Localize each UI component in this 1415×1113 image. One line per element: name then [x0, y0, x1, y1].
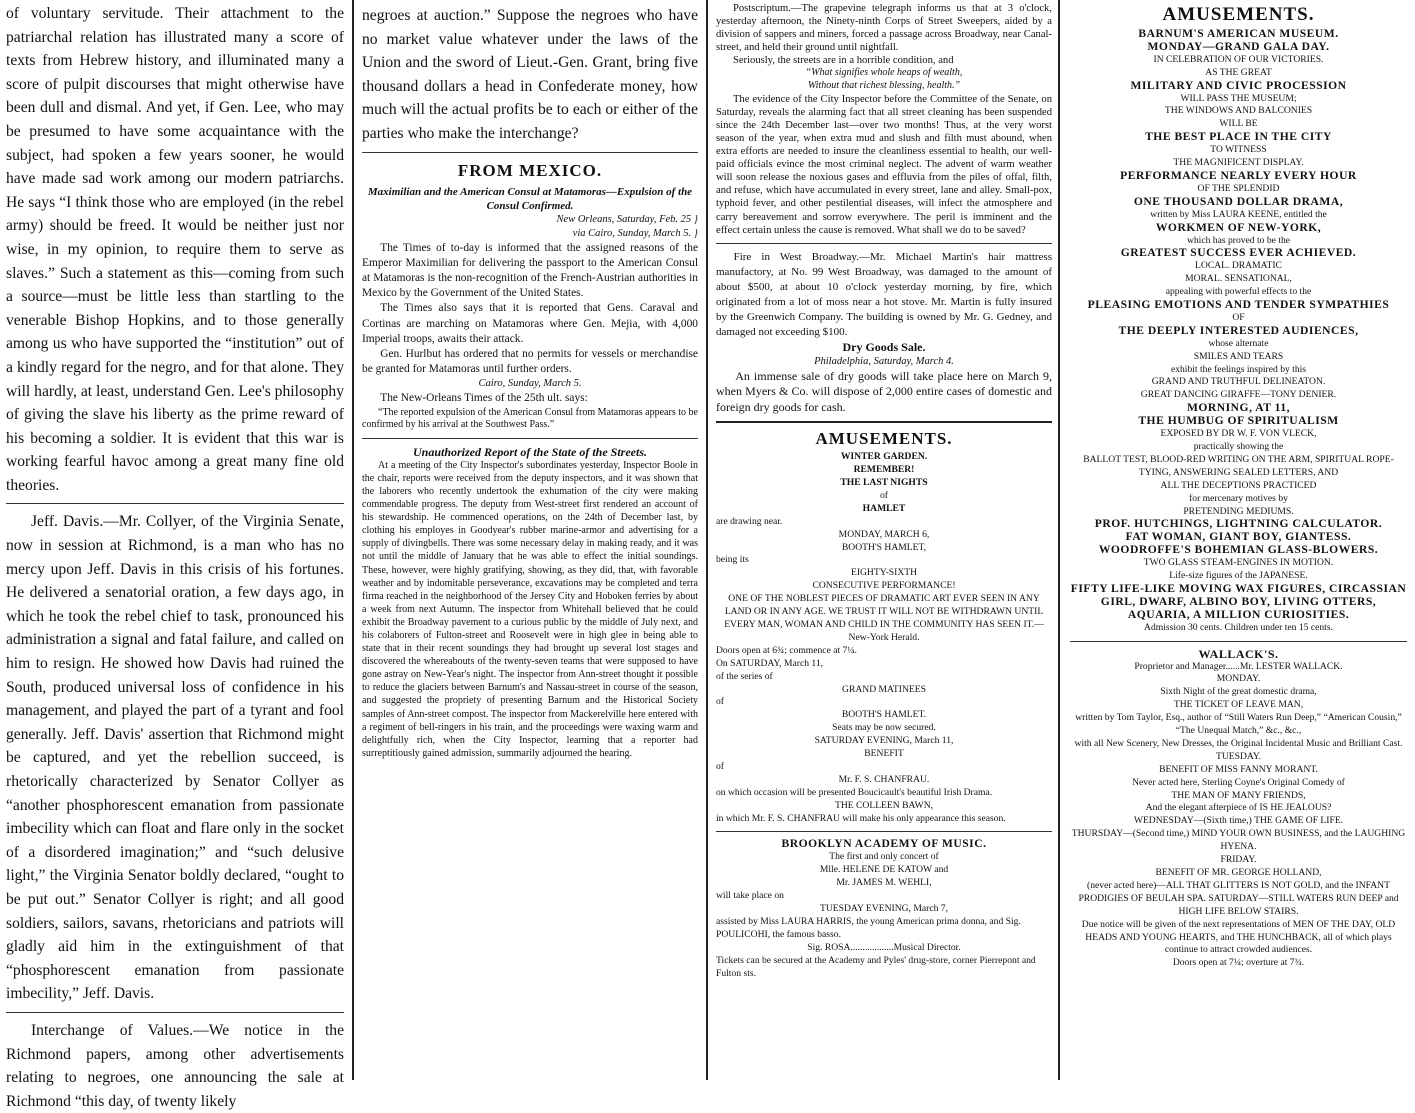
ad-line: BARNUM'S AMERICAN MUSEUM. [1138, 27, 1339, 40]
ad-line: written by Tom Taylor, Esq., author of “Still Waters Run Deep,” “American Cousin,” “The Unequal Match,” &c., &c., [1075, 712, 1402, 737]
article-paragraph: The evidence of the City Inspector before the Committee of the Senate, on Saturday, reveals the alarming fact that all street cleaning has been suspended since the 24th December last—over two months! Thus, at the very worst season of the year, when extra mud and slush and filth must abound, when extra efforts are needed to insure the cleanliness essential to health, our well-paid officials evince the most criminal neglect. The advent of warm weather will soon release the noxious gases and effluvia from the piles of offal, filth, and refuse, which have accumulated in every street, lane and alley. Small-pox, typhoid fever, and other pestilential diseases, will infect the atmosphere and carry bereavement and sorrow everywhere. The peril is imminent and the effect certain unless the cause is removed. What shall we do to be saved? [716, 93, 1052, 236]
dateline: via Cairo, Sunday, March 5. } [572, 227, 698, 239]
divider [1070, 641, 1407, 642]
ad-barnums-museum [1070, 28, 1407, 635]
article-jeff-davis: Jeff. Davis.—Mr. Collyer, of the Virginia Senate, now in session at Richmond, is a man who has no mercy upon Jeff. Davis in this crisis of his fortunes. He delivered a senatorial oration, a few days ago, in which he took the rebel chief to task, pronounced his administration a signal and fatal failure, and called on him to resign. He showed how Davis had ruined the South, produced universal loss of confidence in his management, and played the part of a tyrant and fool generally. Jeff. Davis' assertion that Richmond might be captured, and yet the rebellion succeed, is rhetorically characterized by Senator Collyer as “another phosphorescent emanation from passionate imbecility which can float and flare only in the socket of a disordered imagination;” and “such delusive light,” the Virginia Senator boldly declared, “ought to be put out.” Senator Collyer is right; and all good soldiers, sailors, savans, rhetoricians and patriots will gladly aid him in the extinguishment of that “phosphorescent emanation from passionate imbecility,” Jeff. Davis. [6, 513, 344, 1003]
ad-line: THE TICKET OF LEAVE MAN, [1173, 699, 1304, 711]
ad-line: ONE THOUSAND DOLLAR DRAMA, [1133, 194, 1344, 208]
ad-line: WEDNESDAY—(Sixth time,) THE GAME OF LIFE. [1133, 815, 1344, 827]
ad-line: are drawing near. [716, 515, 783, 527]
ad-line: ALL THE DECEPTIONS PRACTICED [1160, 479, 1317, 491]
ad-line: FIFTY LIFE-LIKE MOVING WAX FIGURES, CIRCASSIAN GIRL, DWARF, ALBINO BOY, LIVING OTTERS, AQUARIA, A MILLION CURIOSITIES. [1070, 581, 1407, 621]
ad-line: OF THE SPLENDID [1197, 182, 1280, 194]
ad-line: PERFORMANCE NEARLY EVERY HOUR [1120, 168, 1357, 182]
headline-from-mexico: FROM MEXICO. [457, 160, 603, 180]
ad-line: THE LAST NIGHTS [840, 477, 928, 488]
ad-line: TO WITNESS [1210, 144, 1267, 156]
ad-line: GREATEST SUCCESS EVER ACHIEVED. [1120, 246, 1357, 260]
ad-line: GRAND AND TRUTHFUL DELINEATON. [1151, 376, 1326, 388]
divider [6, 503, 344, 504]
ad-line: whose alternate [1208, 337, 1269, 349]
ad-line: WINTER GARDEN. [840, 451, 928, 463]
divider [6, 1012, 344, 1013]
ad-line: will take place on [716, 890, 784, 902]
ad-line: FAT WOMAN, GIANT BOY, GIANTESS. [1125, 530, 1352, 544]
divider [362, 438, 698, 439]
ad-line: ONE OF THE NOBLEST PIECES OF DRAMATIC ART EVER SEEN IN ANY LAND OR IN ANY AGE. WE TRUST IT WILL NOT BE WITHDRAWN UNTIL EVERY MAN, WOMAN AND CHILD IN THE COMMUNITY HAS SEEN IT.—New-York Herald. [724, 593, 1044, 643]
ad-line: of [880, 489, 888, 501]
ad-line: And the elegant afterpiece of IS HE JEALOUS? [1145, 802, 1332, 814]
ad-line: EXPOSED BY DR W. F. VON VLECK, [1160, 428, 1317, 440]
column-rule [1058, 0, 1060, 1080]
ad-line: GREAT DANCING GIRAFFE—TONY DENIER. [1140, 389, 1337, 401]
article-paragraph: The Times of to-day is informed that the assigned reasons of the Emperor Maximilian for delivering the passport to the American Consul at Matamoras is the non-recognition of the French-Austrian authorities in Mexico by the Government of the United States. [362, 241, 698, 300]
article-paragraph: negroes at auction.” Suppose the negroes who have no market value whatever under the laws of the Union and the sword of Lieut.-Gen. Grant, bring five thousand dollars a head in Confederate money, how much will the actual profits be to each or either of the parties who make the interchange? [362, 7, 698, 142]
article-paragraph: At a meeting of the City Inspector's subordinates yesterday, Inspector Boole in the chair, reports were received from the deputy inspectors, and it was shown that the laborers who recently undertook the exhumation of the city were making commendable progress. The deputy from West-street first rendered an account of his stewardship. He commenced operations, on the 24th of December last, by clothing his employes in Goodyear's rubber marine-armor and advertising for a supply of divingbells. There was some necessary delay in making ready, and it was not until the middle of January that he was able to effect the initial soundings. These, however, were highly gratifying, showing, as they did, that, with favorable weather and by indomitable perseverance, excavations may be completed and terra firma reached in the neighborhood of the Jersey City and Hoboken ferries by about a week from next Autumn. The inspector from Whitehall believed that he could exhibit the Broadway pavement to a curious public by the middle of July next, and his colaborers of Fulton-street and Roosevelt were in high glee in being able to state that in their recent soundings they had brought up several lost stages and discovered the whereabouts of the twenty-seven teams that were supposed to have gone astray on New-Year's night. The inspector from Ann-street thought it possible to reduce the glaciers between Barnum's and Nassau-street in course of the season, and suggested the propriety of presenting Barnum and the Historical Society samples of Ann-street compost. The inspector from Mackerelville here entered with a regiment of bell-ringers in his train, and the proceedings were waxing warm and delightfully rich, when the City Inspector, learning that a reporter had surreptitiously gained admission, summarily adjourned the hearing. [362, 459, 698, 759]
subheadline: Maximilian and the American Consul at Matamoras—Expulsion of the Consul Confirmed. [367, 185, 693, 212]
article-interchange-of-values: Interchange of Values.—We notice in the Richmond papers, among other advertisements relating to negroes, one announcing the sale at Richmond “this day, of twenty likely [6, 1021, 344, 1110]
column-4 [1062, 0, 1415, 1080]
verse-line: “What signifies whole heaps of wealth, [805, 67, 963, 79]
ad-heading: WALLACK'S. [1198, 646, 1279, 661]
article-paragraph: Gen. Hurlbut has ordered that no permits for vessels or merchandise be granted for Matamoras until further orders. [362, 347, 698, 376]
ad-line: Mr. F. S. CHANFRAU. [838, 773, 930, 785]
column-2 [354, 0, 706, 1080]
ad-line: (never acted here)—ALL THAT GLITTERS IS NOT GOLD, and the INFANT PRODIGIES OF BEULAH SPA. SATURDAY—STILL WATERS RUN DEEP and HIGH LIFE BELOW STAIRS. [1078, 879, 1399, 917]
ad-line: TUESDAY EVENING, March 7, [820, 903, 948, 914]
ad-line: Sig. ROSA..................Musical Director. [807, 941, 961, 953]
ad-line: MONDAY. [1216, 673, 1261, 685]
ad-line: THE WINDOWS AND BALCONIES [1164, 105, 1313, 117]
ad-line: WILL BE [1219, 118, 1258, 130]
ad-line: CONSECUTIVE PERFORMANCE! [812, 580, 956, 592]
ad-line: THE COLLEEN BAWN, [834, 799, 934, 811]
ad-line: HAMLET [862, 502, 906, 514]
amusements-heading: AMUSEMENTS. [815, 429, 953, 449]
ad-wallacks [1070, 648, 1407, 971]
ad-line: OF [1232, 311, 1245, 323]
ad-line: THURSDAY—(Second time,) MIND YOUR OWN BUSINESS, and the LAUGHING HYENA. [1071, 828, 1406, 853]
ad-line: TUESDAY. [1215, 750, 1262, 762]
dateline: New Orleans, Saturday, Feb. 25 } [556, 213, 698, 225]
article-paragraph: An immense sale of dry goods will take place here on March 9, when Myers & Co. will dispose of 2,000 entire cases of domestic and foreign dry goods for cash. [716, 368, 1052, 414]
column-1 [0, 0, 352, 1110]
headline-dry-goods: Dry Goods Sale. [842, 339, 926, 354]
ad-line: BENEFIT OF MISS FANNY MORANT. [1159, 763, 1318, 775]
ad-line: written by Miss LAURA KEENE, entitled the [1150, 208, 1327, 220]
ad-line: MONDAY, MARCH 6, [838, 528, 930, 540]
ad-winter-garden [716, 451, 1052, 825]
ad-line: appealing with powerful effects to the [1165, 286, 1312, 298]
ad-line: PROF. HUTCHINGS, LIGHTNING CALCULATOR. [1094, 517, 1383, 531]
ad-line: SMILES AND TEARS [1193, 350, 1284, 362]
ad-line: with all New Scenery, New Dresses, the Original Incidental Music and Brilliant Cast. [1074, 737, 1403, 749]
ad-line: WORKMEN OF NEW-YORK, [1155, 220, 1322, 234]
ad-line: REMEMBER! [853, 464, 915, 476]
ad-line: of [716, 760, 724, 772]
ad-line: GRAND MATINEES [842, 683, 926, 695]
ad-heading: BROOKLYN ACADEMY OF MUSIC. [781, 837, 987, 851]
ad-line: LOCAL. DRAMATIC [1195, 260, 1282, 272]
ad-line: of the series of [716, 670, 773, 682]
ad-line: MILITARY AND CIVIC PROCESSION [1130, 78, 1347, 92]
ad-line: in which Mr. F. S. CHANFRAU will make his only appearance this season. [716, 812, 1006, 824]
ad-line: MORAL. SENSATIONAL, [1185, 273, 1292, 285]
headline-unauthorized-report: Unauthorized Report of the State of the Streets. [412, 444, 648, 459]
ad-line: THE HUMBUG OF SPIRITUALISM [1138, 414, 1339, 428]
article-paragraph: Seriously, the streets are in a horrible condition, and [732, 55, 954, 67]
ad-line: which has proved to be the [1186, 234, 1291, 246]
ad-line: PLEASING EMOTIONS AND TENDER SYMPATHIES [1087, 298, 1390, 312]
ad-line: Admission 30 cents. Children under ten 15 cents. [1144, 621, 1333, 633]
ad-line: Tickets can be secured at the Academy and Pyles' drug-store, corner Pierrepont and Fulton sts. [716, 954, 1036, 979]
ad-line: Mlle. HELENE DE KATOW and [819, 864, 949, 876]
dateline: Philadelphia, Saturday, March 4. [814, 355, 954, 367]
article-paragraph: The New-Orleans Times of the 25th ult. says: [380, 392, 588, 405]
ad-line: Doors open at 6¾; commence at 7¼. [716, 644, 857, 656]
ad-brooklyn-academy [716, 838, 1052, 980]
ad-line: PRETENDING MEDIUMS. [1183, 505, 1294, 517]
article-fire-west-broadway: Fire in West Broadway.—Mr. Michael Martin's hair mattress manufactory, at No. 99 West Broadway, was damaged to the amount of about $500, at about 10 o'clock yesterday morning, by fire, which originated from a lot of moss near a hot stove. Mr. Martin is fully insured by the Greenwich Company. The building is owned by Mr. G. Gedney, and damaged not exceeding $100. [716, 250, 1052, 338]
ad-line: Mr. JAMES M. WEHLI, [836, 877, 932, 889]
ad-line: BENEFIT OF MR. GEORGE HOLLAND, [1155, 867, 1322, 878]
ad-line: practically showing the [1193, 441, 1284, 452]
ad-line: WOODROFFE'S BOHEMIAN GLASS-BLOWERS. [1098, 543, 1379, 557]
ad-line: BALLOT TEST, BLOOD-RED WRITING ON THE ARM, SPIRITUAL ROPE-TYING, ANSWERING SEALED LETTERS, AND [1083, 453, 1394, 478]
ad-line: Due notice will be given of the next representations of MEN OF THE DAY, OLD HEADS AND YOUNG HEARTS, and THE HUNCHBACK, all of which plays continue to attract crowded audiences. [1081, 918, 1396, 956]
ad-line: Never acted here, Sterling Coyne's Original Comedy of [1132, 776, 1345, 788]
ad-line: Life-size figures of the JAPANESE. [1169, 570, 1308, 582]
article-postscriptum: Postscriptum.—The grapevine telegraph informs us that at 3 o'clock, yesterday afternoon, the Ninety-ninth Corps of Street Sweepers, aided by a division of sappers and miners, forced a passage across Broadway, near Canal-street, and held their ground until nightfall. [716, 3, 1052, 54]
ad-line: MONDAY—GRAND GALA DAY. [1147, 39, 1330, 53]
ad-line: THE MAGNIFICENT DISPLAY. [1173, 157, 1304, 169]
ad-line: The first and only concert of [829, 851, 939, 863]
ad-line: Doors open at 7¼; overture at 7¾. [1172, 957, 1305, 969]
ad-line: Proprietor and Manager......Mr. LESTER WALLACK. [1134, 660, 1343, 672]
ad-line: BOOTH'S HAMLET, [841, 541, 927, 553]
ad-line: SATURDAY EVENING, March 11, [814, 735, 954, 747]
ad-line: exhibit the feelings inspired by this [1170, 363, 1307, 375]
ad-line: IN CELEBRATION OF OUR VICTORIES. [1153, 53, 1324, 65]
column-3 [708, 0, 1058, 1080]
ad-line: WILL PASS THE MUSEUM; [1180, 92, 1297, 104]
ad-line: On SATURDAY, March 11, [716, 657, 824, 669]
ad-line: BENEFIT [864, 748, 904, 760]
article-quote: “The reported expulsion of the American Consul from Matamoras appears to be confirmed by his arrival at the Southwest Pass.” [362, 406, 698, 431]
ad-line: Seats may be now secured. [832, 722, 936, 734]
article-paragraph: of voluntary servitude. Their attachment to the patriarchal relation has illustrated many a score of texts from Hebrew history, and illuminated many a score of pulpit discourses that might otherwise have been dull and dismal. And yet, if Gen. Lee, who may be presumed to have some acquaintance with the subject, had spoken a few years sooner, he would have made sad work among our modern patriarchs. He says “I think those who are employed (in the rebel army) should be freed. It would be neither just nor wise, in my opinion, to require them to serve as slaves.” Such a statement as this—coming from such a source—must be little less than startling to the venerable Bishop Hopkins, and to those generally among us who have supported the “institution” out of a kindly regard for the negro, and for that alone. They will hardly, at least, understand Gen. Lee's philosophy of giving the slave his liberty as the prime reward of his becoming a soldier. It is evident that this war is working fearful havoc among a great many fine old theories. [6, 5, 344, 494]
ad-line: FRIDAY. [1220, 854, 1257, 866]
ad-line: MORNING, AT 11, [1186, 401, 1291, 415]
amusements-heading: AMUSEMENTS. [1162, 4, 1315, 25]
ad-line: THE DEEPLY INTERESTED AUDIENCES, [1118, 323, 1359, 337]
ad-line: assisted by Miss LAURA HARRIS, the young American prima donna, and Sig. POULICOHI, the famous basso. [716, 915, 1021, 940]
ad-line: of [716, 696, 724, 708]
ad-line: BOOTH'S HAMLET. [841, 709, 927, 721]
article-paragraph: The Times also says that it is reported that Gens. Caraval and Cortinas are marching on Matamoras where Gen. Mejia, with 4,000 Imperial troops, awaits their attack. [362, 302, 698, 345]
divider [362, 152, 698, 153]
verse-line: Without that richest blessing, health.” [807, 80, 961, 92]
ad-line: AS THE GREAT [1205, 66, 1272, 78]
ad-line: on which occasion will be presented Boucicault's beautiful Irish Drama. [716, 786, 993, 798]
ad-line: for mercenary motives by [1189, 492, 1288, 504]
ad-line: Sixth Night of the great domestic drama, [1160, 686, 1317, 698]
ad-line: TWO GLASS STEAM-ENGINES IN MOTION. [1143, 557, 1334, 569]
divider [716, 243, 1052, 244]
ad-line: EIGHTY-SIXTH [850, 567, 918, 579]
divider [716, 831, 1052, 832]
ad-line: THE BEST PLACE IN THE CITY [1145, 130, 1332, 144]
ad-line: being its [716, 554, 749, 566]
dateline: Cairo, Sunday, March 5. [478, 378, 582, 390]
divider [716, 421, 1052, 423]
ad-line: THE MAN OF MANY FRIENDS, [1171, 789, 1306, 801]
